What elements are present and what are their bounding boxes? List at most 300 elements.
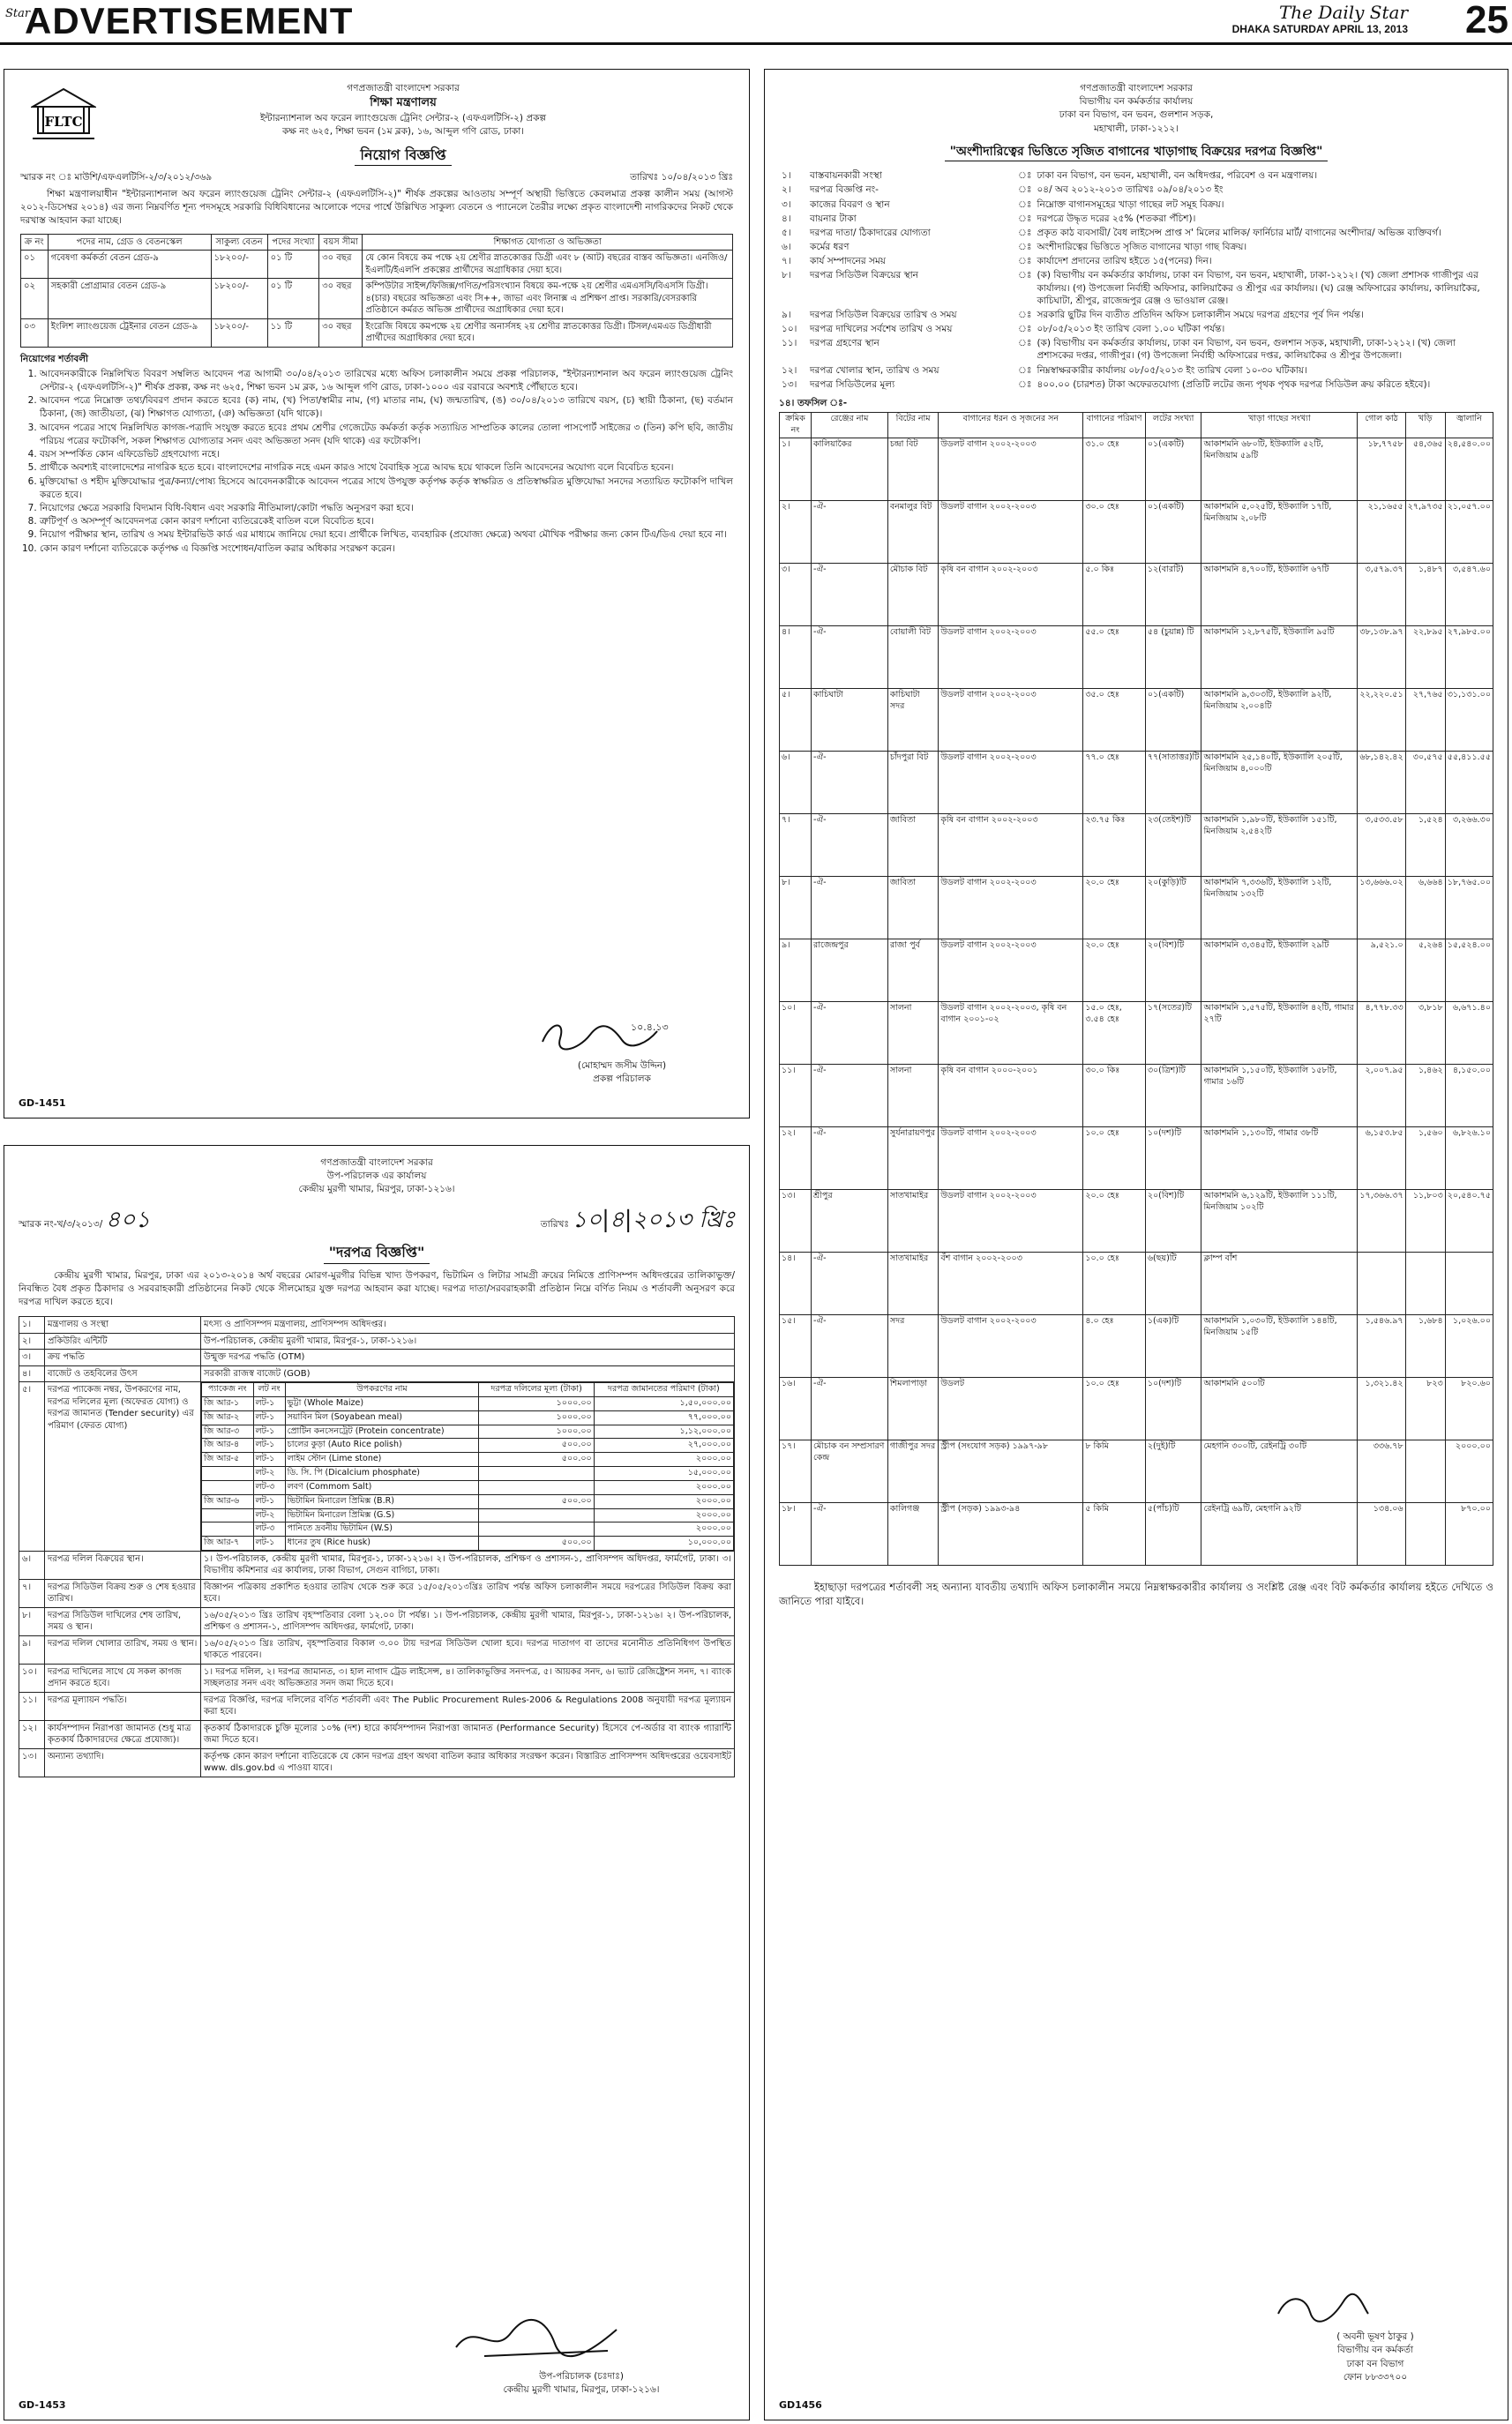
column-header: রেঞ্জের নাম xyxy=(812,413,888,438)
schedule-cell: কালিগঞ্জ xyxy=(887,1502,939,1565)
schedule-cell: ১০.০ হেঃ xyxy=(1083,1252,1146,1314)
table-cell: ০২ xyxy=(21,279,49,319)
schedule-cell: ৩,২৬৬.৩০ xyxy=(1445,813,1493,876)
memo-handwritten: ৪০১ xyxy=(105,1206,151,1233)
schedule-row xyxy=(780,1001,1493,1064)
schedule-cell: উডলট বাগান ২০০২-২০০৩ xyxy=(939,688,1083,751)
schedule-cell: ২২,৮৯৫ xyxy=(1405,625,1445,688)
column-header: বাগানের পরিমাণ xyxy=(1083,413,1146,438)
table-cell: ১৮২০০/- xyxy=(211,279,267,319)
term-row xyxy=(19,1748,735,1777)
schedule-cell: ১,৪৬২ xyxy=(1405,1064,1445,1126)
item-cell xyxy=(202,1508,254,1522)
info-label: দরপত্র খোলার স্থান, তারিখ ও সময় xyxy=(810,364,939,376)
info-cell: সরকারী রাজস্ব বাজেট (GOB) xyxy=(201,1365,735,1382)
notice-title: নিয়োগ বিজ্ঞপ্তি xyxy=(355,145,451,166)
item-row xyxy=(202,1425,734,1439)
schedule-cell: আকাশমনি ১,০৩০টি, ইউক্যালি ১৪৪টি, মিনজিয়াম ১৫টি xyxy=(1201,1314,1358,1377)
schedule-cell: -ঐ- xyxy=(812,1377,888,1440)
memo-number: স্মারক নং-খ/৩/২০১৩/ xyxy=(19,1218,103,1230)
schedule-cell: ১০। xyxy=(780,1001,812,1064)
schedule-cell: ৭৭.০ হেঃ xyxy=(1083,751,1146,813)
column-header: ক্রমিক নং xyxy=(780,413,812,438)
office-name: বিভাগীয় বন কর্মকর্তার কার্যালয় xyxy=(1079,96,1194,108)
info-cell: প্রকিউরিং এন্টিটি xyxy=(45,1333,201,1350)
info-value: নিম্নস্বাক্ষরকারীর কার্যালয় ০৮/০৫/২০১৩ ইং তারিখ বেলা ১০-৩০ ঘটিকায়। xyxy=(1037,364,1307,376)
schedule-cell: উডলট বাগান ২০০২-২০০৩ xyxy=(939,939,1083,1001)
info-number: ৫। xyxy=(782,227,791,238)
info-row xyxy=(779,183,1493,197)
schedule-cell: ৩১.০ হেঃ xyxy=(1083,438,1146,500)
info-label: বাস্তবায়নকারী সংস্থা xyxy=(810,170,882,182)
signature-mark xyxy=(449,2312,625,2365)
table-cell: গবেষণা কর্মকর্তা বেতন গ্রেড-৯ xyxy=(48,251,211,279)
date-handwritten: ১০|৪|২০১৩ খ্রিঃ xyxy=(572,1206,735,1233)
column-header: বয়স সীমা xyxy=(319,234,363,251)
schedule-cell: আকাশমনি ১,৯৮০টি, ইউক্যালি ১৫১টি, মিনজিয়াম ২,৫৪২টি xyxy=(1201,813,1358,876)
column-header: লট নং xyxy=(253,1383,285,1397)
condition-item: 4. বয়স সম্পর্কিত কোন এফিডেভিট গ্রহণযোগ্য নহে। xyxy=(40,448,733,461)
item-cell: লট-১ xyxy=(253,1453,285,1467)
item-cell: ৫০০.০০ xyxy=(479,1494,594,1508)
info-row xyxy=(779,363,1493,378)
term-cell: ১১। xyxy=(19,1692,45,1720)
signer-title: বিভাগীয় বন কর্মকর্তা xyxy=(1336,2345,1414,2356)
table-row xyxy=(21,279,733,319)
schedule-cell xyxy=(1445,1252,1493,1314)
info-row xyxy=(779,254,1493,268)
schedule-cell: ৩০.০ কিঃ xyxy=(1083,1064,1146,1126)
schedule-cell: ১,৫৪৬.৯৭ xyxy=(1358,1314,1405,1377)
term-cell: দরপত্র সিডিউল দাখিলের শেষ তারিখ, সময় ও স্থান। xyxy=(45,1607,201,1635)
separator: ঃ xyxy=(1018,213,1032,224)
schedule-cell: ২। xyxy=(780,500,812,563)
info-number: ৯। xyxy=(782,309,791,320)
schedule-title: ১৪। তফসিল ঃ- xyxy=(779,397,848,408)
schedule-cell: ০১(একটি) xyxy=(1145,500,1201,563)
column-header: শিক্ষাগত যোগ্যতা ও অভিজ্ঞতা xyxy=(363,234,733,251)
schedule-cell: ৩০.০ হেঃ xyxy=(1083,500,1146,563)
column-header: খাড়া গাছের সংখ্যা xyxy=(1201,413,1358,438)
footer-note: ইহাছাড়া দরপত্রের শর্তাবলী সহ অন্যান্য যাবতীয় তথ্যাদি অফিস চলাকালীন সময়ে নিম্নস্বাক্ষরকারীর কার্যালয় ও সংশ্লিষ্ট রেঞ্জ এবং বিট কর্মকর্তার কার্যালয় হইতে দেখিতে ও জানিতে পারা যাইবে। xyxy=(779,1580,1493,1608)
term-cell: ১০। xyxy=(19,1664,45,1692)
item-cell: লট-১ xyxy=(253,1410,285,1425)
schedule-cell: ৫.০ কিঃ xyxy=(1083,563,1146,625)
info-value: ০৪/ অব ২০১২-২০১৩ তারিখঃ ০৯/০৪/২০১৩ ইং xyxy=(1037,184,1224,196)
schedule-cell: ১৮। xyxy=(780,1502,812,1565)
schedule-cell: আকাশমনি ৭,৩৩৬টি, ইউক্যালি ১২টি, মিনজিয়াম ১৩২টি xyxy=(1201,876,1358,939)
table-cell: ১৮২০০/- xyxy=(211,318,267,347)
item-cell: ডি. সি. পি (Dicalcium phosphate) xyxy=(285,1467,479,1481)
term-cell: ৮। xyxy=(19,1607,45,1635)
item-cell: ২০০০.০০ xyxy=(594,1522,733,1537)
schedule-cell: ৪,১৫০.০০ xyxy=(1445,1064,1493,1126)
table-cell: সহকারী প্রোগ্রামার বেতন গ্রেড-৯ xyxy=(48,279,211,319)
item-row xyxy=(202,1467,734,1481)
info-row xyxy=(779,198,1493,212)
column-header: লটের সংখ্যা xyxy=(1145,413,1201,438)
item-cell: লট-১ xyxy=(253,1425,285,1439)
item-cell: চালের কুড়া (Auto Rice polish) xyxy=(285,1439,479,1453)
condition-item: 1. আবেদনকারীকে নিম্নলিখিত বিবরণ সম্বলিত আবেদন পত্র আগামী ৩০/০৪/২০১৩ তারিখের মধ্যে অফিস চলাকালীন সময়ে প্রকল্প পরিচালক, "ইন্টারন্যাশনাল অব ফরেন ল্যাংগুয়েজ ট্রেনিং সেন্টার-২ (এফএলটিসি-২)" শীর্ষক প্রকল্প, কক্ষ নং ৬২৫, শিক্ষা ভবন ১ম ব্লক, ১৬ আব্দুল গণি রোড, ঢাকা-১০০০ এর বরাবরে অবশ্যই পৌঁছাতে হবে। xyxy=(40,368,733,394)
conditions-list xyxy=(20,368,733,556)
schedule-cell: ৩,৫৪৭.৬০ xyxy=(1445,563,1493,625)
schedule-cell: ১(এক)টি xyxy=(1145,1314,1201,1377)
info-value: কার্যাদেশ প্রদানের তারিখ হইতে ১৫(পনের) দিন। xyxy=(1037,256,1212,267)
schedule-cell: সালনা xyxy=(887,1064,939,1126)
item-cell: লট-২ xyxy=(253,1508,285,1522)
schedule-cell xyxy=(1405,1252,1445,1314)
schedule-cell: ৬,১৫৩.৮৫ xyxy=(1358,1126,1405,1189)
ad-code: GD1456 xyxy=(779,2399,822,2412)
office-address: কেন্দ্রীয় মুরগী খামার, মিরপুর, ঢাকা-১২১৬। xyxy=(298,1184,455,1195)
schedule-cell: উডলট বাগান ২০০২-২০০৩, কৃষি বন বাগান ২০০১-০২ xyxy=(939,1001,1083,1064)
schedule-cell: উডলট বাগান ২০০২-২০০৩ xyxy=(939,625,1083,688)
signer-title: উপ-পরিচালক (চঃদাঃ) xyxy=(539,2370,624,2382)
schedule-row xyxy=(780,563,1493,625)
item-cell: জি আর-২ xyxy=(202,1410,254,1425)
schedule-cell: ১,৬৮৪ xyxy=(1405,1314,1445,1377)
info-number: ২। xyxy=(782,184,791,196)
schedule-cell: ৬(ছয়)টি xyxy=(1145,1252,1201,1314)
schedule-cell: ১১। xyxy=(780,1064,812,1126)
item-row xyxy=(202,1453,734,1467)
signature-mark xyxy=(1269,2287,1375,2326)
star-mark: Star xyxy=(5,7,31,20)
schedule-cell: ৬। xyxy=(780,751,812,813)
page-number: 25 xyxy=(1465,0,1508,41)
schedule-cell: -ঐ- xyxy=(812,876,888,939)
schedule-cell: ৫৪,৩৬৫ xyxy=(1405,438,1445,500)
schedule-cell: -ঐ- xyxy=(812,1001,888,1064)
schedule-cell: সুর্যনারায়ণপুর xyxy=(887,1126,939,1189)
info-value: সরকারি ছুটির দিন ব্যতীত প্রতিদিন অফিস চলাকালীন সময়ে দরপত্র গ্রহণের পূর্ব দিন পর্যন্ত। xyxy=(1037,309,1364,320)
schedule-cell: বনমালুর বিট xyxy=(887,500,939,563)
item-cell: লবণ (Commom Salt) xyxy=(285,1480,479,1494)
schedule-cell: ১৩। xyxy=(780,1189,812,1252)
schedule-cell: ২০.০ হেঃ xyxy=(1083,876,1146,939)
schedule-cell: ২১,০৫৭.০০ xyxy=(1445,500,1493,563)
info-number: ৪। xyxy=(782,213,791,224)
project-address: কক্ষ নং ৬২৫, শিক্ষা ভবন (১ম ব্লক), ১৬, আব্দুল গণি রোড, ঢাকা। xyxy=(282,126,524,138)
info-row xyxy=(779,212,1493,226)
schedule-cell: ১১,৮০৩ xyxy=(1405,1189,1445,1252)
schedule-cell: ১০.০ হেঃ xyxy=(1083,1126,1146,1189)
schedule-cell: শ্রীপুর xyxy=(812,1189,888,1252)
info-label: দরপত্র দাতা/ ঠিকাদারের যোগ্যতা xyxy=(810,227,931,238)
info-number: ৭। xyxy=(782,256,791,267)
column-header: প্যাকেজ নং xyxy=(202,1383,254,1397)
schedule-row xyxy=(780,1502,1493,1565)
separator: ঃ xyxy=(1018,324,1032,335)
schedule-row xyxy=(780,1314,1493,1377)
info-row xyxy=(779,168,1493,183)
schedule-row xyxy=(780,688,1493,751)
item-cell: ১০,০০০.০০ xyxy=(594,1537,733,1551)
column-header: খড়ি xyxy=(1405,413,1445,438)
schedule-cell: আকাশমনি ৪,৭০০টি, ইউক্যালি ৬৭টি xyxy=(1201,563,1358,625)
condition-item: 6. মুক্তিযোদ্ধা ও শহীদ মুক্তিযোদ্ধার পুত্র/কন্যা/পোষ্য হিসেবে আবেদনকারীকে আবেদন পত্রের সাথে উপযুক্ত কর্তৃপক্ষ কর্তৃক স্বাক্ষরিত ও প্রতিস্বাক্ষরিত মুক্তিযোদ্ধা সনদের সত্যায়িত ফটোকপি দাখিল করতে হবে। xyxy=(40,475,733,502)
schedule-cell: ২০.০ হেঃ xyxy=(1083,1189,1146,1252)
fltc-logo xyxy=(31,87,96,142)
schedule-cell: ১,৩২১.৪২ xyxy=(1358,1377,1405,1440)
separator: ঃ xyxy=(1018,184,1032,196)
column-header: উপকরণের নাম xyxy=(285,1383,479,1397)
schedule-cell: কৃষি বন বাগান ২০০০-২০০১ xyxy=(939,1064,1083,1126)
schedule-cell: ১,৫৬০ xyxy=(1405,1126,1445,1189)
schedule-cell: আকাশমনি ৬,১২৯টি, ইউক্যালি ১১১টি, মিনজিয়াম ১০২টি xyxy=(1201,1189,1358,1252)
schedule-cell: ১০(দশ)টি xyxy=(1145,1126,1201,1189)
schedule-row xyxy=(780,625,1493,688)
item-cell: ১,১২,০০০.০০ xyxy=(594,1425,733,1439)
item-row xyxy=(202,1397,734,1411)
info-number: ১০। xyxy=(782,324,797,335)
column-header: দরপত্র জামানতের পরিমাণ (টাকা) xyxy=(594,1383,733,1397)
schedule-cell: ১,৪৮৭ xyxy=(1405,563,1445,625)
info-label: দরপত্র গ্রহণের স্থান xyxy=(810,338,880,349)
info-cell: ২। xyxy=(19,1333,45,1350)
info-row xyxy=(19,1317,735,1334)
column-header: দরপত্র দলিলের মূল্য (টাকা) xyxy=(479,1383,594,1397)
intro-paragraph: শিক্ষা মন্ত্রণালয়াধীন "ইন্টারন্যাশনাল অব ফরেন ল্যাংগুয়েজ ট্রেনিং সেন্টার-২ (এফএলটিসি-২)" শীর্ষক প্রকল্পের আওতায় সম্পূর্ণ অস্থায়ী ভিত্তিতে কেবলমাত্র প্রকল্প কালীন সময় (আগস্ট ২০১২-ডিসেম্বর ২০১৪) এর জন্য নিম্নবর্ণিত শূন্য পদসমূহে সরকারি বিধিবিধানের আলোকে পদের পার্শ্বে উল্লিখিত সাকুল্য বেতনে ও প্যানেলে তৈরীর লক্ষ্যে প্রকৃত বাংলাদেশী নাগরিকদের নিকট থেকে দরখাস্ত আহবান করা যাচ্ছে। xyxy=(20,188,733,227)
schedule-cell: ৩,৫৭৯.৩৭ xyxy=(1358,563,1405,625)
signer-name: ( অবনী ভূষণ ঠাকুর ) xyxy=(1336,2331,1414,2343)
schedule-cell: ৭। xyxy=(780,813,812,876)
schedule-cell: ৬,৮২৬.১০ xyxy=(1445,1126,1493,1189)
schedule-cell: রেইনট্রি ৬৯টি, মেহগনি ৯২টি xyxy=(1201,1502,1358,1565)
schedule-cell: কৃষি বন বাগান ২০০২-২০০৩ xyxy=(939,813,1083,876)
separator: ঃ xyxy=(1018,309,1032,320)
schedule-cell: ১০(দশ)টি xyxy=(1145,1377,1201,1440)
item-cell: লট-২ xyxy=(253,1467,285,1481)
schedule-cell: ২২,২২০.৫১ xyxy=(1358,688,1405,751)
info-row xyxy=(779,240,1493,254)
item-cell: লট-৩ xyxy=(253,1522,285,1537)
table-row xyxy=(21,318,733,347)
schedule-cell: -ঐ- xyxy=(812,1064,888,1126)
schedule-cell: ৯,৫২১.০ xyxy=(1358,939,1405,1001)
schedule-cell: জাবিতা xyxy=(887,876,939,939)
item-cell: ভুট্টা (Whole Maize) xyxy=(285,1397,479,1411)
gov-title: গণপ্রজাতন্ত্রী বাংলাদেশ সরকার xyxy=(320,1157,433,1168)
schedule-cell: কাচিঘাটা সদর xyxy=(887,688,939,751)
office-address: ঢাকা বন বিভাগ, বন ভবন, গুলশান সড়ক, xyxy=(1059,109,1214,121)
item-cell: ৫০০.০০ xyxy=(479,1439,594,1453)
item-cell: ধানের তুষ (Rice husk) xyxy=(285,1537,479,1551)
schedule-cell: ২৭,৯৮৫.০০ xyxy=(1445,625,1493,688)
schedule-cell: ২০(বিশ)টি xyxy=(1145,939,1201,1001)
schedule-cell: আকাশমনি ৫০০টি xyxy=(1201,1377,1358,1440)
separator: ঃ xyxy=(1018,378,1032,390)
schedule-row xyxy=(780,751,1493,813)
schedule-cell: ১৩,৬৬৬.০২ xyxy=(1358,876,1405,939)
info-row xyxy=(779,336,1493,363)
table-cell: ইংলিশ ল্যাংগুয়েজ ট্রেইনার বেতন গ্রেড-৯ xyxy=(48,318,211,347)
term-row xyxy=(19,1579,735,1607)
schedule-cell: ৩০(ত্রিশ)টি xyxy=(1145,1064,1201,1126)
item-cell: জি আর-৫ xyxy=(202,1453,254,1467)
schedule-cell: ৪। xyxy=(780,625,812,688)
schedule-cell: উডলট xyxy=(939,1377,1083,1440)
item-cell: লট-১ xyxy=(253,1537,285,1551)
column-header: বিটের নাম xyxy=(887,413,939,438)
schedule-cell: ৫৪ (চুয়ান্ন) টি xyxy=(1145,625,1201,688)
schedule-cell: উডলট বাগান ২০০২-২০০৩ xyxy=(939,1189,1083,1252)
info-label: দরপত্র সিডিউলের মূল্য xyxy=(810,378,895,390)
section-title: ADVERTISEMENT xyxy=(25,0,354,41)
schedule-row xyxy=(780,1377,1493,1440)
item-cell xyxy=(479,1522,594,1537)
schedule-cell: ৫(পাঁচ)টি xyxy=(1145,1502,1201,1565)
schedule-cell: ৮২৩ xyxy=(1405,1377,1445,1440)
info-cell: উপ-পরিচালক, কেন্দ্রীয় মুরগী খামার, মিরপুর-১, ঢাকা-১২১৬। xyxy=(201,1333,735,1350)
info-value: প্রকৃত কাঠ ব্যবসায়ী/ বৈধ লাইসেন্স প্রাপ্ত স' মিলের মালিক/ ফার্নিচার মার্ট/ বাগানের অংশীদার/ অভিজ্ঞ ব্যক্তিবর্গ। xyxy=(1037,227,1441,238)
memo-number: স্মারক নং ঃ মাউশি/এফএলটিসি-২/৩/২০১২/৩৬৯ xyxy=(20,171,213,183)
schedule-cell: ২৪,৫৪০.০০ xyxy=(1445,438,1493,500)
schedule-row xyxy=(780,813,1493,876)
item-cell: লট-৩ xyxy=(253,1480,285,1494)
info-number: ৩। xyxy=(782,198,791,210)
schedule-cell: ১,৫২৪ xyxy=(1405,813,1445,876)
term-cell: ১৬/০৫/২০১৩ খ্রিঃ তারিখ বৃহস্পতিবার বেলা ১২.০০ টা পর্যন্ত। ১। উপ-পরিচালক, কেন্দ্রীয় মুরগী খামার, মিরপুর-১, ঢাকা-১২১৬। ২। উপ-পরিচালক, প্রশিক্ষণ ও প্রশাসন-১, প্রাণিসম্পদ অধিদপ্তর, ফার্মগেট, ঢাকা। xyxy=(201,1607,735,1635)
schedule-cell: ৫ কিমি xyxy=(1083,1502,1146,1565)
table-cell: ৩০ বছর xyxy=(319,318,363,347)
schedule-row xyxy=(780,939,1493,1001)
schedule-cell: আকাশমনি ৬৮০টি, ইউক্যালি ৫২টি, মিনজিয়াম ৫৯টি xyxy=(1201,438,1358,500)
schedule-cell xyxy=(1358,1252,1405,1314)
item-cell: সয়াবিন মিল (Soyabean meal) xyxy=(285,1410,479,1425)
column-header: পদের নাম, গ্রেড ও বেতনস্কেল xyxy=(48,234,211,251)
table-cell: ৩০ বছর xyxy=(319,251,363,279)
schedule-cell: -ঐ- xyxy=(812,500,888,563)
conditions-title: নিয়োগের শর্তাবলী xyxy=(20,353,89,364)
schedule-cell: ২০০০.০০ xyxy=(1445,1440,1493,1502)
page-header xyxy=(0,0,1512,45)
term-cell: ৭। xyxy=(19,1579,45,1607)
schedule-cell: ৫। xyxy=(780,688,812,751)
schedule-cell: ৩,৫৩৩.৫৮ xyxy=(1358,813,1405,876)
schedule-cell: চাঁদপুরা বিট xyxy=(887,751,939,813)
condition-item: 9. নিয়োগ পরীক্ষার স্থান, তারিখ ও সময় ইন্টারভিউ কার্ড এর মাধ্যমে জানিয়ে দেয়া হবে। প্রার্থীকে লিখিত, ব্যবহারিক (প্রযোজ্য ক্ষেত্রে) অথবা মৌখিক পরীক্ষার জন্য কোন টিএ/ডিএ দেয়া হবে না। xyxy=(40,528,733,542)
info-label: দরপত্র সিডিউল বিক্রয়ের স্থান xyxy=(810,270,918,281)
dateline: DHAKA SATURDAY APRIL 13, 2013 xyxy=(1231,23,1408,35)
item-cell: লট-১ xyxy=(253,1397,285,1411)
info-cell: মন্ত্রণালয় ও সংস্থা xyxy=(45,1317,201,1334)
schedule-row xyxy=(780,1189,1493,1252)
items-label: দরপত্র প্যাকেজ নম্বর, উপকরণের নাম, দরপত্র দলিলের মূল্য (অফেরত যোগ্য) ও দরপত্র জামানত (Tender security) এর পরিমাণ (ফেরত যোগ্য) xyxy=(45,1382,201,1552)
schedule-cell: ৩৮,১৩৮.৯৭ xyxy=(1358,625,1405,688)
item-cell: পানিতে দ্রবনীয় ভিটামিন (W.S) xyxy=(285,1522,479,1537)
column-header: জ্বালানি xyxy=(1445,413,1493,438)
schedule-cell: ২১,১৬৫৫ xyxy=(1358,500,1405,563)
schedule-cell: কাচিঘাটা xyxy=(812,688,888,751)
info-cell: ৩। xyxy=(19,1350,45,1366)
schedule-cell: ১০.০ হেঃ xyxy=(1083,1377,1146,1440)
table-row xyxy=(21,251,733,279)
schedule-cell: -ঐ- xyxy=(812,1126,888,1189)
schedule-table xyxy=(779,412,1493,1566)
item-cell: ১,৫০,০০০.০০ xyxy=(594,1397,733,1411)
item-cell: ১০০০.০০ xyxy=(479,1410,594,1425)
condition-item: 2. আবেদন পত্রে নিম্নোক্ত তথ্য/বিবরণ প্রদান করতে হবেঃ (ক) নাম, (খ) পিতা/স্বামীর নাম, (গ) মাতার নাম, (ঘ) জন্মতারিখ, (ঙ) ৩০/০৪/২০১৩ তারিখে বয়স, (চ) স্থায়ী ঠিকানা, (ছ) বর্তমান ঠিকানা, (জ) জাতীয়তা, (ঝ) শিক্ষাগত যোগ্যতা, (ঞ) অভিজ্ঞতা (যদি থাকে)। xyxy=(40,394,733,421)
schedule-cell: ১৮,৭৭৫৮ xyxy=(1358,438,1405,500)
schedule-row xyxy=(780,1440,1493,1502)
schedule-cell: ৩৫.০ হেঃ xyxy=(1083,688,1146,751)
signature-block xyxy=(534,1015,710,1086)
schedule-row xyxy=(780,1126,1493,1189)
schedule-cell: মৌচাক বন সম্প্রসারণ কেন্দ্র xyxy=(812,1440,888,1502)
schedule-cell: ২৩.৭৫ কিঃ xyxy=(1083,813,1146,876)
info-row xyxy=(779,268,1493,308)
item-row xyxy=(202,1410,734,1425)
info-label: দরপত্র বিজ্ঞপ্তি নং- xyxy=(810,184,879,196)
tender-info-list xyxy=(779,168,1493,392)
item-cell xyxy=(479,1480,594,1494)
schedule-row xyxy=(780,1252,1493,1314)
info-cell: উন্মুক্ত দরপত্র পদ্ধতি (OTM) xyxy=(201,1350,735,1366)
info-row xyxy=(779,322,1493,336)
schedule-cell: ২০.০ হেঃ xyxy=(1083,939,1146,1001)
item-cell: ১০০০.০০ xyxy=(479,1425,594,1439)
schedule-cell: ০১(একটি) xyxy=(1145,688,1201,751)
term-cell: কার্যসম্পাদন নিরাপত্তা জামানত (শুধু মাত্র কৃতকার্য ঠিকাদারদের ক্ষেত্রে প্রযোজ্য)। xyxy=(45,1720,201,1748)
info-row xyxy=(779,226,1493,240)
schedule-cell: ৯। xyxy=(780,939,812,1001)
schedule-cell: ১৭। xyxy=(780,1440,812,1502)
info-value: ০৮/০৫/২০১৩ ইং তারিখ বেলা ১.০০ ঘটিকা পর্যন্ত। xyxy=(1037,324,1225,335)
info-value: (ক) বিভাগীয় বন কর্মকর্তার কার্যালয়, ঢাকা বন বিভাগ, বন ভবন, মহাখালী, ঢাকা-১২১২। (খ) জেলা প্রশাসক গাজীপুর এর কার্যালয়। (গ) উপজেলা নির্বাহী অফিসার, কালিয়াকৈর ও শ্রীপুর এর কার্যালয়। (ঘ) রেঞ্জ অফিসারের কার্যালয়, কালিয়াকৈর, কাচিঘাটা, শ্রীপুর, রাজেন্দ্রপুর রেঞ্জ ও ভাওয়াল রেঞ্জ। xyxy=(1037,270,1480,306)
info-value: অংশীদারিত্বের ভিত্তিতে সৃজিত বাগানের খাড়া গাছ বিক্রয়। xyxy=(1037,242,1247,253)
term-cell: দরপত্র বিজ্ঞপ্তি, দরপত্র দলিলের বর্ণিত শর্তাবলী এবং The Public Procurement Rules-2006 & Regulations 2008 অনুযায়ী দরপত্র মূল্যায়ন করা হবে। xyxy=(201,1692,735,1720)
info-cell: ১। xyxy=(19,1317,45,1334)
office-address-2: মহাখালী, ঢাকা-১২১২। xyxy=(1093,123,1179,134)
info-row xyxy=(779,378,1493,392)
term-cell: বিজ্ঞাপন পত্রিকায় প্রকাশিত হওয়ার তারিখ থেকে শুরু করে ১৫/০৫/২০১৩খ্রিঃ তারিখ পর্যন্ত অফিস চলাকালীন সময়ে দরপত্রের সিডিউল বিক্রয় করা হবে। xyxy=(201,1579,735,1607)
schedule-cell: ৩৩৬.৭৮ xyxy=(1358,1440,1405,1502)
info-row xyxy=(19,1333,735,1350)
schedule-cell xyxy=(1405,1440,1445,1502)
table-cell: ১৮২০০/- xyxy=(211,251,267,279)
schedule-cell: আকাশমনি ২৫,১৪০টি, ইউক্যালি ২০৫টি, মিনজিয়াম ৪,০০০টি xyxy=(1201,751,1358,813)
item-cell: ২০০০.০০ xyxy=(594,1480,733,1494)
term-cell: ৬। xyxy=(19,1551,45,1579)
term-cell: ১৬/০৫/২০১৩ খ্রিঃ তারিখ, বৃহস্পতিবার বিকাল ৩.০০ টায় দরপত্র সিডিউল খোলা হবে। দরপত্র দাতাগণ বা তাদের মনোনীত প্রতিনিধিগণ উপস্থিত থাকতে পারবেন। xyxy=(201,1635,735,1664)
item-cell: ২০০০.০০ xyxy=(594,1453,733,1467)
item-cell: লট-১ xyxy=(253,1494,285,1508)
table-cell: কম্পিউটার সাইন্স/ফিজিক্স/গণিত/পরিসংখ্যান বিষয়ে কম-পক্ষে ২য় শ্রেণীর এমএসসি/বিএসসি ডিগ্রী। ৪(চার) বছরের অভিজ্ঞতা এবং সি++, জাভা এবং লিনাক্স এ প্রশিক্ষণ প্রাপ্ত। সরকারি/বেসরকারি প্রতিষ্ঠানে কর্মরত অভিজ্ঞ প্রার্থীদের অগ্রাধিকার দেয়া হবে। xyxy=(363,279,733,319)
schedule-cell: ৬৮,১৪২.৪২ xyxy=(1358,751,1405,813)
info-number: ৬। xyxy=(782,242,791,253)
info-row xyxy=(19,1365,735,1382)
term-row xyxy=(19,1664,735,1692)
item-cell: ৫০০.০০ xyxy=(479,1537,594,1551)
item-cell xyxy=(479,1508,594,1522)
schedule-cell: ১৩৪.০৬ xyxy=(1358,1502,1405,1565)
signature-block xyxy=(1269,2287,1481,2384)
schedule-cell xyxy=(1405,1502,1445,1565)
item-cell: জি আর-৬ xyxy=(202,1494,254,1508)
schedule-cell: ২,০০৭.৯৫ xyxy=(1358,1064,1405,1126)
info-value: দরপত্রে উদ্ধৃত দরের ২৫% (শতকরা পঁচিশ)। xyxy=(1037,213,1196,224)
info-cell: মৎস্য ও প্রাণিসম্পদ মন্ত্রণালয়, প্রাণিসম্পদ অধিদপ্তর। xyxy=(201,1317,735,1334)
separator: ঃ xyxy=(1018,270,1032,281)
info-label: দরপত্র দাখিলের সর্বশেষ তারিখ ও সময় xyxy=(810,324,953,335)
schedule-cell: বঁশ বাগান ২০০২-২০০৩ xyxy=(939,1252,1083,1314)
tender-info-table: ১। মন্ত্রণালয় ও সংস্থা মৎস্য ও প্রাণিসম্পদ মন্ত্রণালয়, প্রাণিসম্পদ অধিদপ্তর। ২। প্রকিউরিং এন্টিটি উপ-পরিচালক, কেন্দ্রীয় মুরগী খামার, মিরপুর-১, ঢাকা-১২১৬। ৩। ক্রয় পদ্ধতি উন্মুক্ত দরপত্র পদ্ধতি (OTM) ৪। বাজেট ও তহবিলের উৎস সরকারী রাজস্ব বাজেট (GOB) ৫। দরপত্র প্যাকেজ নম্বর, উপকরণের নাম, দরপত্র দলিলের মূল্য (অফেরত যোগ্য) ও দরপত্র জামানত (Tender security) এর পরিমাণ (ফেরত যোগ্য) প্যাকেজ নং লট নং উপকরণের নাম দরপত্র দলিলের মূল্য (টাকা) দরপত্র জামানতের পরিমাণ (টাকা) জি আর-১ লট-১ ভুট্টা (Whole Maize) ১০০০.০০ ১,৫০,০০০.০০ জি আর-২ লট-১ সয়াবিন মিল (Soyabean meal) ১০০০.০০ ৭৭,০০০.০০ জি আর-৩ লট-১ প্রোটিন কনসেনট্রেট (Protein concentrate) ১০০০.০০ ১,১২,০০০.০০ জি আর-৪ লট-১ চালের কুড়া (Auto Rice polish) ৫০০.০০ ২৭,০০০.০০ জি আর-৫ লট-১ লাইম স্টোন (Lime stone) ৫০০.০০ ২০০০.০০ লট-২ ডি. সি. পি (Dicalcium phosphate) ১৫,০০০.০০ লট-৩ লবণ (Commom Salt) ২০০০.০০ জি আর-৬ লট-১ ভিটামিন মিনারেল প্রিমিক্স (B.R) ৫০০.০০ ২০০০.০০ লট-২ ভিটামিন মিনারেল প্রিমিক্স (G.S) ২০০০.০০ লট-৩ পানিতে দ্রবনীয় ভিটামিন (W.S) ২০০০.০০ জি আর-৭ লট-১ ধানের তুষ (Rice husk) ৫০০.০০ ১০,০০০.০০ ৬। দরপত্র দলিল বিক্রয়ের স্থান। ১। উপ-পরিচালক, কেন্দ্রীয় মুরগী খামার, মিরপুর-১, ঢাকা-১২১৬। ২। উপ-পরিচালক, প্রশিক্ষণ ও প্রশাসন-১, প্রাণিসম্পদ অধিদপ্তর, ফার্মগেট, ঢাকা। ৩। বিভাগীয় কমিশনার এর কার্যালয়, ঢাকা বিভাগ, সেগুন বাগিচা, ঢাকা। ৭। দরপত্র সিডিউল বিক্রয় শুরু ও শেষ হওয়ার তারিখ। বিজ্ঞাপন পত্রিকায় প্রকাশিত হওয়ার তারিখ থেকে শুরু করে ১৫/০৫/২০১৩খ্রিঃ তারিখ পর্যন্ত অফিস চলাকালীন সময়ে দরপত্রের সিডিউল বিক্রয় করা হবে। ৮। দরপত্র সিডিউল দাখিলের শেষ তারিখ, সময় ও স্থান। ১৬/০৫/২০১৩ খ্রিঃ তারিখ বৃহস্পতিবার বেলা ১২.০০ টা পর্যন্ত। ১। উপ-পরিচালক, কেন্দ্রীয় মুরগী খামার, মিরপুর-১, ঢাকা-১২১৬। ২। উপ-পরিচালক, প্রশিক্ষণ ও প্রশাসন-১, প্রাণিসম্পদ অধিদপ্তর, ফার্মগেট, ঢাকা। ৯। দরপত্র দলিল খোলার তারিখ, সময় ও স্থান। ১৬/০৫/২০১৩ খ্রিঃ তারিখ, বৃহস্পতিবার বিকাল ৩.০০ টায় দরপত্র সিডিউল খোলা হবে। দরপত্র দাতাগণ বা তাদের মনোনীত প্রতিনিধিগণ উপস্থিত থাকতে পারবেন। ১০। দরপত্র দাখিলের সাথে যে সকল কাগজ প্রদান করতে হবে। ১। দরপত্র দলিল, ২। দরপত্র জামানত, ৩। হাল নাগাদ ট্রেড লাইসেন্স, ৪। তালিকাভুক্তির সনদপত্র, ৫। আয়কর সনদ, ৬। ভ্যাট রেজিষ্ট্রেশন সনদ, ৭। ব্যাংক সচ্ছলতার সনদ এবং অভিজ্ঞতার সনদ জমা দিতে হবে। ১১। দরপত্র মূল্যায়ন পদ্ধতি। দরপত্র বিজ্ঞপ্তি, দরপত্র দলিলের বর্ণিত শর্তাবলী এবং The Public Procurement Rules-2006 & Regulations 2008 অনুযায়ী দরপত্র মূল্যায়ন করা হবে। ১২। কার্যসম্পাদন নিরাপত্তা জামানত (শুধু মাত্র কৃতকার্য ঠিকাদারদের ক্ষেত্রে প্রযোজ্য)। কৃতকার্য ঠিকাদারকে চুক্তি মূল্যের ১০% (দশ) হারে কার্যসম্পাদন নিরাপত্তা জামানত (Performance Security) হিসেবে পে-অর্ডার বা ব্যাংক গ্যারান্টি জমা দিতে হবে। ১৩। অন্যান্য তথ্যাদি। কর্তৃপক্ষ কোন কারণ দর্শানো ব্যতিরেকে যে কোন দরপত্র গ্রহণ অথবা বাতিল করার অধিকার সংরক্ষণ করেন। বিস্তারিত প্রাণিসম্পদ অধিদপ্তরের ওয়েবসাইট www. dls.gov.bd এ পাওয়া যাবে। xyxy=(19,1316,735,1777)
schedule-cell: রাজা পুর্ব xyxy=(887,939,939,1001)
info-value: (ক) বিভাগীয় বন কর্মকর্তার কার্যালয়, ঢাকা বন বিভাগ, বন ভবন, গুলশান সড়ক, মহাখালী, ঢাকা-১২১২। (খ) জেলা প্রশাসকের দপ্তর, গাজীপুর। (গ) উপজেলা নির্বাহী অফিসারের দপ্তর, কালিয়াকৈর ও শ্রীপুর উপজেলা। xyxy=(1037,338,1456,362)
signer-address: কেন্দ্রীয় মুরগী খামার, মিরপুর, ঢাকা-১২১৬। xyxy=(503,2383,660,2395)
